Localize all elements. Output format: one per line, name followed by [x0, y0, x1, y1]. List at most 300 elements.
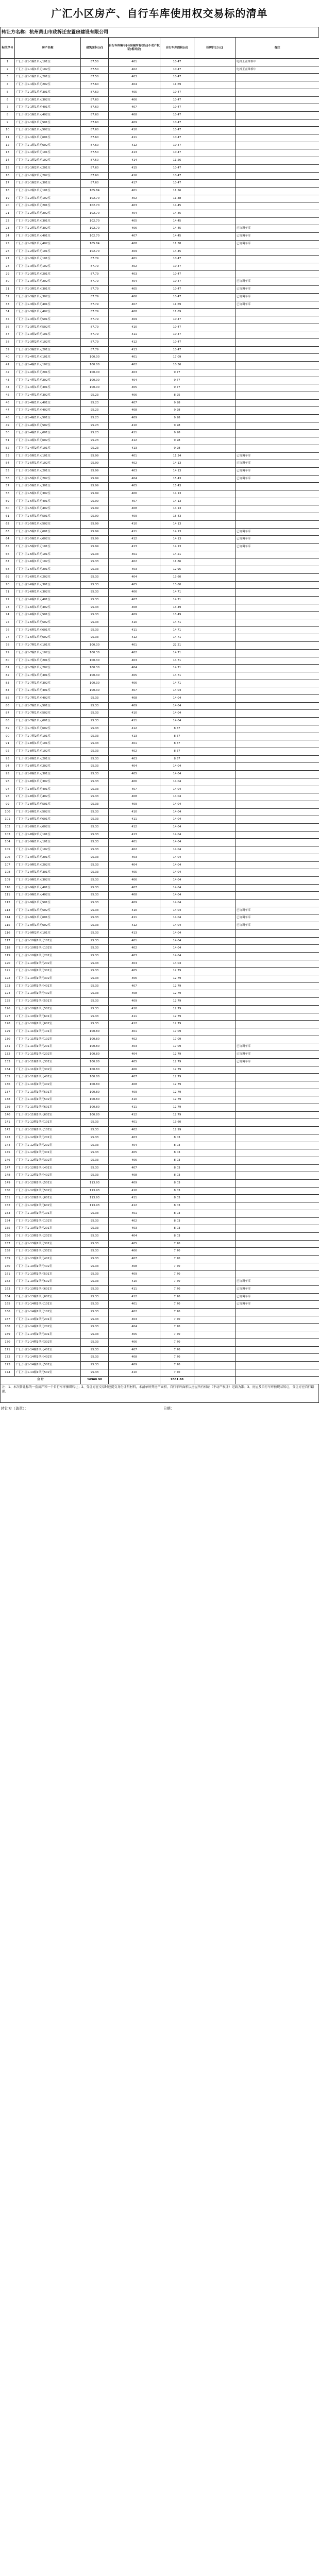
table-cell — [194, 89, 236, 96]
table-cell: 402 — [109, 263, 160, 270]
table-cell: 404 — [109, 1324, 160, 1331]
table-cell: 11.69 — [160, 309, 194, 316]
table-row — [1, 876, 319, 884]
table-row — [1, 528, 319, 536]
table-cell: 17.09 — [160, 1036, 194, 1043]
table-cell: 广汇小区1-4幢1单元501室 — [15, 415, 81, 422]
table-cell: 71 — [1, 589, 15, 597]
table-cell — [194, 1240, 236, 1248]
table-cell: 14.45 — [160, 202, 194, 210]
table-cell — [194, 248, 236, 256]
table-cell: 411 — [109, 718, 160, 725]
table-cell: 9 — [1, 119, 15, 127]
table-cell: 87.50 — [81, 66, 109, 74]
table-cell: 95.33 — [81, 581, 109, 589]
table-cell: 广汇小区1-14幢1单元502室 — [15, 1369, 81, 1377]
table-cell — [236, 1028, 319, 1036]
table-cell: 161 — [1, 1270, 15, 1278]
table-cell: 403 — [109, 1316, 160, 1324]
table-cell: 408 — [109, 695, 160, 703]
table-cell: 27 — [1, 256, 15, 263]
table-cell — [194, 1104, 236, 1112]
table-cell — [194, 937, 236, 945]
table-cell: 403 — [109, 467, 160, 475]
table-cell — [194, 1361, 236, 1369]
table-cell — [194, 968, 236, 975]
table-cell: 14.04 — [160, 861, 194, 869]
table-cell: 402 — [109, 1217, 160, 1225]
table-cell — [194, 1089, 236, 1096]
table-cell: 100.00 — [81, 362, 109, 369]
table-cell: 11.56 — [160, 187, 194, 195]
table-cell: 406 — [109, 1066, 160, 1074]
table-row — [1, 513, 319, 521]
table-cell: 409 — [109, 316, 160, 324]
table-cell: 广汇小区1-12幢1单元102室 — [15, 1127, 81, 1134]
table-cell: 413 — [109, 544, 160, 551]
table-cell: 47 — [1, 407, 15, 415]
total-empty — [236, 1377, 319, 1384]
table-cell: 广汇小区1-9幢1单元102室 — [15, 846, 81, 854]
table-cell: 49 — [1, 422, 15, 430]
table-cell — [194, 1134, 236, 1142]
table-cell: 404 — [109, 278, 160, 286]
table-row — [1, 1346, 319, 1354]
table-cell: 广汇小区1-3幢1单元201室 — [15, 270, 81, 278]
table-cell — [194, 528, 236, 536]
table-cell: 108 — [1, 869, 15, 877]
table-cell — [194, 771, 236, 778]
table-cell — [236, 513, 319, 521]
table-cell: 405 — [109, 1331, 160, 1339]
table-row — [1, 1195, 319, 1202]
table-cell: 17.09 — [160, 1028, 194, 1036]
table-row — [1, 354, 319, 362]
table-cell: 412 — [109, 437, 160, 445]
table-row — [1, 680, 319, 687]
table-cell — [194, 1172, 236, 1180]
table-cell: 广汇小区1-7幢1单元301室 — [15, 672, 81, 680]
table-cell: 广汇小区1-10幢1单元202室 — [15, 960, 81, 968]
table-cell: 广汇小区1-13幢1单元302室 — [15, 1248, 81, 1256]
table-cell: 广汇小区1-9幢1单元202室 — [15, 861, 81, 869]
table-cell: 410 — [109, 1005, 160, 1013]
table-row — [1, 626, 319, 634]
table-cell — [194, 839, 236, 846]
table-row — [1, 1089, 319, 1096]
table-cell — [194, 1058, 236, 1066]
table-cell: 113.93 — [81, 1202, 109, 1210]
table-cell: 95.33 — [81, 960, 109, 968]
table-cell: 广汇小区1-11幢1单元602室 — [15, 1111, 81, 1119]
table-row — [1, 1324, 319, 1331]
table-cell: 广汇小区1-10幢1单元501室 — [15, 998, 81, 1006]
table-cell: 广汇小区1-12幢1单元502室 — [15, 1187, 81, 1195]
table-cell: 105.84 — [81, 240, 109, 248]
table-cell — [194, 187, 236, 195]
table-cell — [236, 104, 319, 112]
table-cell: 14.04 — [160, 884, 194, 892]
table-cell: 广汇小区1-1幢2单元201室 — [15, 164, 81, 172]
table-cell — [194, 990, 236, 998]
table-cell — [236, 1248, 319, 1256]
table-row — [1, 369, 319, 377]
table-cell: 403 — [109, 952, 160, 960]
table-cell: 95.23 — [81, 415, 109, 422]
table-cell: 102.70 — [81, 210, 109, 218]
table-cell — [194, 649, 236, 657]
table-row — [1, 861, 319, 869]
header-cell: 自行车库面积(㎡) — [160, 38, 194, 59]
table-cell — [236, 619, 319, 627]
table-cell — [236, 1331, 319, 1339]
table-row — [1, 786, 319, 793]
table-cell: 40 — [1, 354, 15, 362]
table-cell: 广汇小区1-7幢1单元502室 — [15, 710, 81, 718]
table-cell — [194, 1285, 236, 1293]
table-cell: 广汇小区1-5幢1单元601室 — [15, 528, 81, 536]
table-cell — [194, 763, 236, 771]
table-cell: 151 — [1, 1195, 15, 1202]
table-cell — [236, 1217, 319, 1225]
table-row — [1, 1210, 319, 1217]
table-cell — [236, 952, 319, 960]
table-cell: 14.04 — [160, 900, 194, 907]
table-cell: 广汇小区1-7幢1单元102室 — [15, 649, 81, 657]
table-cell: 407 — [109, 884, 160, 892]
table-cell: 广汇小区1-10幢1单元101室 — [15, 937, 81, 945]
table-cell: 9.98 — [160, 415, 194, 422]
table-cell: 广汇小区1-2幢1单元302室 — [15, 225, 81, 233]
table-cell: 408 — [109, 990, 160, 998]
table-cell: 13.60 — [160, 1119, 194, 1127]
table-cell — [194, 263, 236, 270]
table-cell: 95.33 — [81, 725, 109, 733]
table-cell: 403 — [109, 1134, 160, 1142]
table-row — [1, 990, 319, 998]
table-cell: 广汇小区1-7幢1单元602室 — [15, 725, 81, 733]
table-cell: 广汇小区1-1幢1单元601室 — [15, 134, 81, 142]
table-cell: 100.00 — [81, 384, 109, 392]
table-cell — [194, 74, 236, 81]
table-cell: 116 — [1, 929, 15, 937]
table-cell: 102.70 — [81, 217, 109, 225]
table-cell: 8.57 — [160, 748, 194, 755]
table-cell: 广汇小区1-13幢1单元202室 — [15, 1232, 81, 1240]
table-cell: 406 — [109, 975, 160, 983]
table-cell: 广汇小区1-6幢1单元301室 — [15, 581, 81, 589]
table-cell: 12.79 — [160, 1089, 194, 1096]
table-cell: 405 — [109, 1058, 160, 1066]
table-row — [1, 763, 319, 771]
table-cell: 95.33 — [81, 1217, 109, 1225]
table-cell: 95.33 — [81, 1013, 109, 1021]
table-cell — [194, 566, 236, 574]
table-row — [1, 975, 319, 983]
table-row — [1, 437, 319, 445]
table-cell: 14.04 — [160, 929, 194, 937]
table-cell: 12.79 — [160, 1066, 194, 1074]
table-cell: 14.04 — [160, 892, 194, 900]
table-cell: 14.71 — [160, 634, 194, 642]
table-cell: 100.80 — [81, 1058, 109, 1066]
total-empty — [109, 1377, 160, 1384]
table-cell — [236, 309, 319, 316]
table-cell — [236, 839, 319, 846]
table-cell — [236, 1225, 319, 1233]
table-cell — [236, 861, 319, 869]
table-cell — [194, 900, 236, 907]
table-cell: 12.79 — [160, 1051, 194, 1059]
table-cell: 403 — [109, 74, 160, 81]
table-row — [1, 89, 319, 96]
table-cell: 7.70 — [160, 1285, 194, 1293]
table-cell: 广汇小区1-9幢1单元601室 — [15, 914, 81, 922]
table-cell — [236, 217, 319, 225]
table-cell: 14.71 — [160, 665, 194, 672]
table-cell — [236, 642, 319, 650]
table-cell: 10.47 — [160, 104, 194, 112]
table-cell: 174 — [1, 1369, 15, 1377]
table-cell — [194, 1028, 236, 1036]
table-cell — [236, 551, 319, 558]
table-cell: 171 — [1, 1346, 15, 1354]
table-cell — [194, 846, 236, 854]
table-cell: 8.03 — [160, 1195, 194, 1202]
table-cell: 14.04 — [160, 710, 194, 718]
table-cell: 406 — [109, 876, 160, 884]
table-row — [1, 164, 319, 172]
table-cell: 416 — [109, 172, 160, 180]
table-cell — [194, 740, 236, 748]
table-cell — [236, 119, 319, 127]
table-cell: 已协调车库 — [236, 286, 319, 294]
table-cell: 广汇小区1-1幢1单元302室 — [15, 96, 81, 104]
table-cell: 401 — [109, 740, 160, 748]
table-cell: 118 — [1, 945, 15, 953]
table-row — [1, 846, 319, 854]
table-cell: 95.33 — [81, 1316, 109, 1324]
table-cell: 95.33 — [81, 1164, 109, 1172]
table-cell: 广汇小区1-14幢1单元402室 — [15, 1354, 81, 1362]
table-cell: 95.33 — [81, 1293, 109, 1301]
table-cell — [194, 1331, 236, 1339]
table-cell: 20 — [1, 202, 15, 210]
table-cell: 87.79 — [81, 263, 109, 270]
table-cell: 95.33 — [81, 755, 109, 763]
table-cell: 100.00 — [81, 369, 109, 377]
table-cell: 95.33 — [81, 998, 109, 1006]
table-cell — [194, 210, 236, 218]
table-cell: 129 — [1, 1028, 15, 1036]
table-row — [1, 293, 319, 301]
table-cell: 95.23 — [81, 399, 109, 407]
table-cell: 95.33 — [81, 808, 109, 816]
table-cell — [236, 702, 319, 710]
table-row — [1, 558, 319, 566]
table-cell: 401 — [109, 839, 160, 846]
table-cell — [194, 884, 236, 892]
table-cell — [236, 876, 319, 884]
table-cell: 408 — [109, 793, 160, 801]
table-cell: 10.47 — [160, 96, 194, 104]
table-cell: 407 — [109, 1164, 160, 1172]
table-cell: 401 — [109, 1119, 160, 1127]
table-cell: 140 — [1, 1111, 15, 1119]
table-cell: 87.79 — [81, 286, 109, 294]
header-cell: 备注 — [236, 38, 319, 59]
table-cell: 14.21 — [160, 551, 194, 558]
table-cell: 39 — [1, 346, 15, 354]
table-cell: 广汇小区1-12幢1单元302室 — [15, 1157, 81, 1164]
table-cell: 广汇小区1-3幢1单元202室 — [15, 278, 81, 286]
table-cell: 408 — [109, 1081, 160, 1089]
table-cell: 12.79 — [160, 998, 194, 1006]
table-cell — [194, 672, 236, 680]
table-cell: 404 — [109, 573, 160, 581]
table-cell — [194, 399, 236, 407]
table-cell: 100.00 — [81, 377, 109, 384]
table-cell: 43 — [1, 377, 15, 384]
table-cell: 141 — [1, 1119, 15, 1127]
table-cell: 广汇小区1-9幢1单元101室 — [15, 839, 81, 846]
table-cell: 409 — [109, 801, 160, 808]
table-cell: 145 — [1, 1149, 15, 1157]
table-cell: 73 — [1, 604, 15, 612]
table-cell: 410 — [109, 808, 160, 816]
sign-left: 转让方（盖章）： — [1, 1406, 28, 1411]
table-cell — [194, 256, 236, 263]
table-cell — [236, 1263, 319, 1270]
table-cell — [194, 498, 236, 505]
table-cell: 广汇小区1-13幢1单元201室 — [15, 1225, 81, 1233]
table-cell: 14.04 — [160, 808, 194, 816]
table-cell — [236, 793, 319, 801]
table-row — [1, 1248, 319, 1256]
table-cell — [236, 982, 319, 990]
table-cell — [194, 331, 236, 339]
table-cell — [236, 665, 319, 672]
table-cell: 广汇小区1-4幢1单元201室 — [15, 369, 81, 377]
table-cell — [236, 1021, 319, 1028]
table-cell: 14.71 — [160, 672, 194, 680]
table-cell: 广汇小区1-3幢2单元102室 — [15, 339, 81, 347]
table-cell — [236, 960, 319, 968]
table-cell — [236, 134, 319, 142]
table-cell: 100.80 — [81, 1036, 109, 1043]
table-cell: 95.33 — [81, 589, 109, 597]
table-cell — [236, 172, 319, 180]
table-cell — [194, 854, 236, 861]
table-cell: 97 — [1, 786, 15, 793]
table-cell: 95.33 — [81, 733, 109, 740]
table-cell: 102.70 — [81, 248, 109, 256]
table-cell — [194, 278, 236, 286]
table-cell: 100.80 — [81, 1043, 109, 1051]
table-row — [1, 195, 319, 202]
table-cell — [236, 1036, 319, 1043]
table-cell: 87.60 — [81, 172, 109, 180]
table-cell: 广汇小区1-3幢1单元502室 — [15, 324, 81, 331]
table-cell: 95.33 — [81, 710, 109, 718]
table-cell: 95.33 — [81, 861, 109, 869]
table-cell — [194, 452, 236, 460]
table-cell: 14.13 — [160, 520, 194, 528]
table-cell: 100.80 — [81, 1096, 109, 1104]
table-cell: 广汇小区1-8幢1单元402室 — [15, 793, 81, 801]
table-cell — [194, 149, 236, 157]
table-cell: 电梯正在维修中 — [236, 59, 319, 66]
table-cell: 5 — [1, 89, 15, 96]
table-cell: 95.33 — [81, 801, 109, 808]
table-cell: 404 — [109, 763, 160, 771]
table-cell: 95.33 — [81, 982, 109, 990]
table-cell — [194, 1043, 236, 1051]
table-cell: 10.47 — [160, 74, 194, 81]
table-row — [1, 725, 319, 733]
table-cell: 406 — [109, 225, 160, 233]
table-row — [1, 1301, 319, 1309]
table-cell: 13.49 — [160, 612, 194, 619]
table-cell: 14.71 — [160, 626, 194, 634]
table-cell: 407 — [109, 498, 160, 505]
table-cell: 95.33 — [81, 1157, 109, 1164]
table-cell: 广汇小区1-5幢1单元402室 — [15, 505, 81, 513]
table-cell — [236, 195, 319, 202]
table-row — [1, 710, 319, 718]
table-cell: 401 — [109, 937, 160, 945]
table-cell: 412 — [109, 922, 160, 930]
table-cell: 76 — [1, 626, 15, 634]
table-cell — [194, 945, 236, 953]
table-cell: 411 — [109, 914, 160, 922]
table-row — [1, 490, 319, 498]
table-cell — [194, 695, 236, 703]
table-cell: 404 — [109, 665, 160, 672]
table-cell: 95.33 — [81, 922, 109, 930]
table-cell: 87.60 — [81, 104, 109, 112]
table-row — [1, 900, 319, 907]
table-cell: 95.33 — [81, 604, 109, 612]
table-cell: 8.57 — [160, 725, 194, 733]
table-cell — [194, 111, 236, 119]
table-cell: 407 — [109, 104, 160, 112]
table-row — [1, 914, 319, 922]
seller-line — [0, 27, 319, 37]
table-cell: 402 — [109, 945, 160, 953]
table-row — [1, 1263, 319, 1270]
table-cell: 广汇小区1-9幢2单元101室 — [15, 929, 81, 937]
table-cell — [194, 929, 236, 937]
table-row — [1, 467, 319, 475]
table-cell: 406 — [109, 96, 160, 104]
table-cell — [236, 1309, 319, 1316]
table-cell — [194, 324, 236, 331]
table-cell: 105 — [1, 846, 15, 854]
table-cell: 12.79 — [160, 1096, 194, 1104]
table-row — [1, 1058, 319, 1066]
table-cell: 22.21 — [160, 642, 194, 650]
table-cell: 154 — [1, 1217, 15, 1225]
table-cell — [194, 642, 236, 650]
header-cell: 标的序号 — [1, 38, 15, 59]
table-cell — [236, 1195, 319, 1202]
table-cell: 401 — [109, 1210, 160, 1217]
table-row — [1, 1074, 319, 1081]
table-cell — [194, 134, 236, 142]
table-cell: 87.79 — [81, 278, 109, 286]
table-cell — [194, 127, 236, 134]
